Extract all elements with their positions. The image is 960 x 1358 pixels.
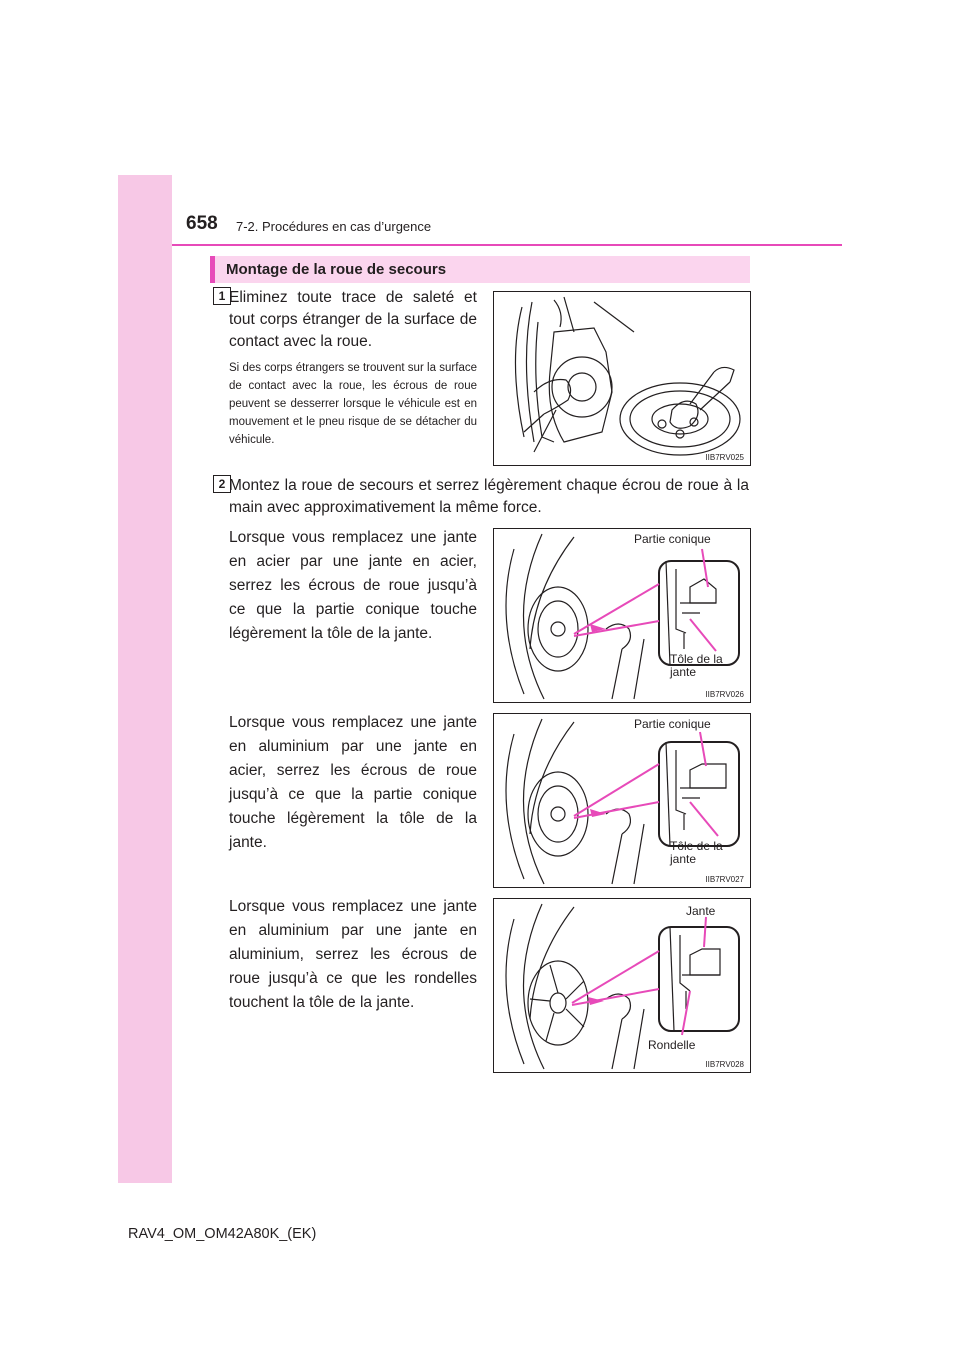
case-c-text: Lorsque vous remplacez une jante en aluminium par une jante en aluminium, serrez les écrous de roue jusqu’à ce que les rondelles touchent la tôle de la jante. bbox=[229, 898, 477, 1011]
figure-code: IIB7RV026 bbox=[705, 690, 744, 699]
figure-steel-to-steel bbox=[493, 528, 751, 703]
case-a-text: Lorsque vous remplacez une jante en acier par une jante en acier, serrez les écrous de roue jusqu’à ce que la partie conique touche légèrement la tôle de la jante. bbox=[229, 529, 477, 642]
figure-code: IIB7RV028 bbox=[705, 1060, 744, 1069]
step-2-number: 2 bbox=[213, 475, 231, 493]
chapter-side-tab bbox=[118, 175, 172, 1183]
alu-to-alu-illustration bbox=[494, 899, 750, 1072]
callout-tole-line2: jante bbox=[670, 852, 697, 866]
step-2-text: Montez la roue de secours et serrez légèrement chaque écrou de roue à la main avec approximativement la même force. bbox=[229, 477, 749, 516]
step-1-number: 1 bbox=[213, 287, 231, 305]
steel-to-steel-illustration bbox=[494, 529, 750, 702]
section-accent bbox=[210, 256, 215, 283]
callout-tole-line1: Tôle de la bbox=[670, 652, 723, 666]
step-1-note: Si des corps étrangers se trouvent sur la surface de contact avec la roue, les écrous de roue peuvent se desserrer lorsque le véhicule est en mouvement et le pneu risque de se détacher du véhicule. bbox=[229, 362, 477, 446]
clean-hub-illustration bbox=[494, 292, 750, 465]
callout-jante: Jante bbox=[686, 904, 716, 918]
figure-alu-to-alu bbox=[493, 898, 751, 1073]
callout-partie-conique: Partie conique bbox=[634, 717, 711, 731]
alu-to-steel-illustration bbox=[494, 714, 750, 887]
callout-rondelle: Rondelle bbox=[648, 1038, 696, 1052]
callout-partie-conique: Partie conique bbox=[634, 532, 711, 546]
callout-tole-line1: Tôle de la bbox=[670, 839, 723, 853]
figure-alu-to-steel bbox=[493, 713, 751, 888]
figure-code: IIB7RV027 bbox=[705, 875, 744, 884]
page-number: 658 bbox=[186, 213, 218, 234]
section-title: Montage de la roue de secours bbox=[226, 261, 447, 278]
document-code-footer: RAV4_OM_OM42A80K_(EK) bbox=[128, 1226, 317, 1242]
case-b-text: Lorsque vous remplacez une jante en aluminium par une jante en acier, serrez les écrous de roue jusqu’à ce que la partie conique touche légèrement la tôle de la jante. bbox=[229, 714, 477, 851]
section-header bbox=[210, 256, 750, 283]
figure-code: IIB7RV025 bbox=[705, 453, 744, 462]
callout-tole-line2: jante bbox=[670, 665, 697, 679]
step-1-text: Eliminez toute trace de saleté et tout corps étranger de la surface de contact avec la roue. bbox=[229, 289, 477, 350]
figure-clean-hub bbox=[493, 291, 751, 466]
chapter-title: 7-2. Procédures en cas d’urgence bbox=[236, 219, 432, 234]
header-rule bbox=[172, 244, 842, 246]
